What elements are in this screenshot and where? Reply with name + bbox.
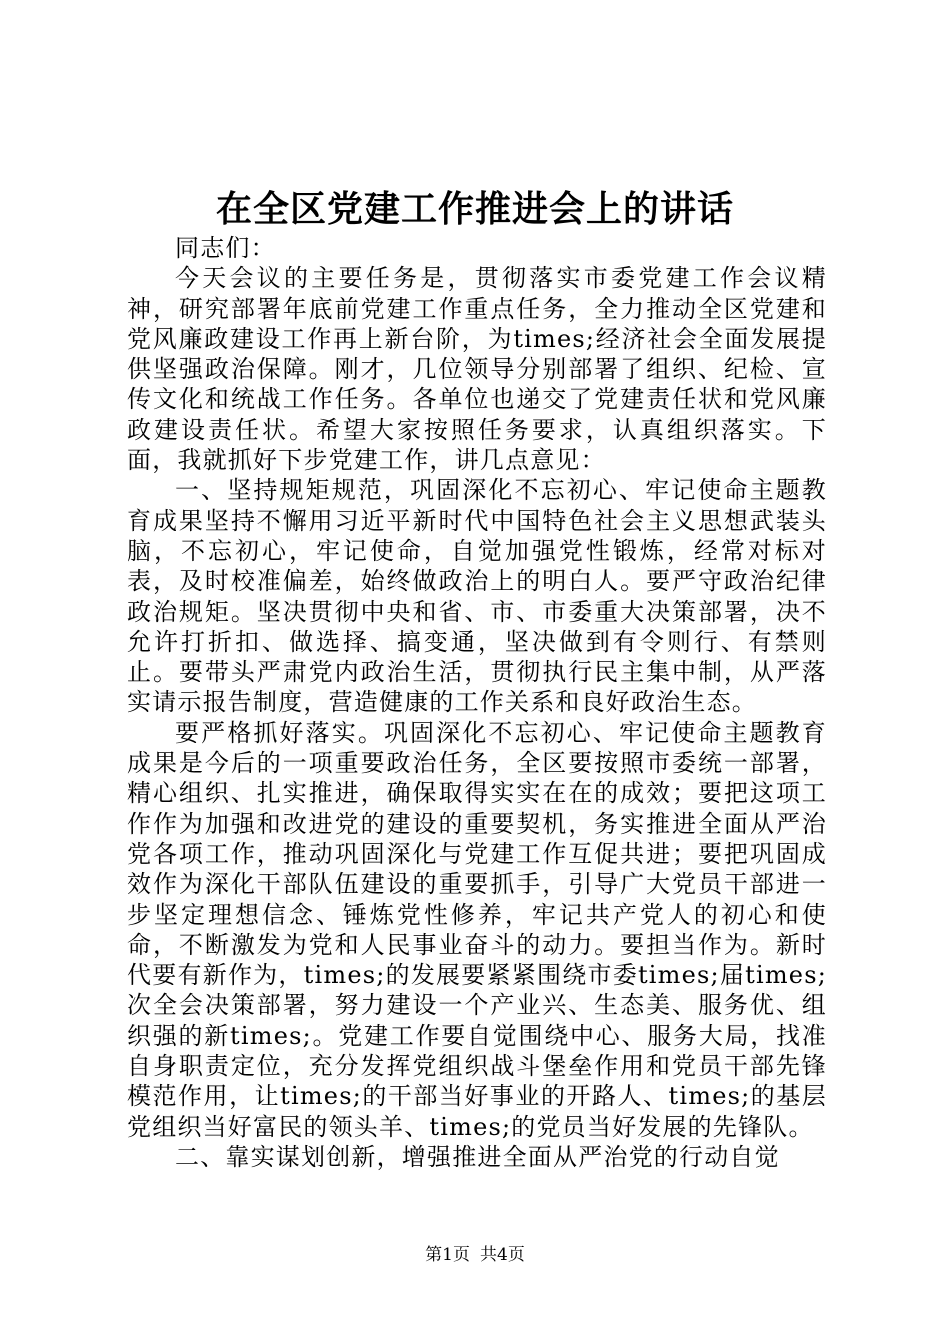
body-paragraph: 一、坚持规矩规范，巩固深化不忘初心、牢记使命主题教育成果坚持不懈用习近平新时代中国特色社会主义思想武装头脑，不忘初心，牢记使命，自觉加强党性锻炼，经常对标对表，及时校准偏差，始终做政治上的明白人。要严守政治纪律政治规矩。坚决贯彻中央和省、市、市委重大决策部署，决不允许打折扣、做选择、搞变通，坚决做到有令则行、有禁则止。要带头严肃党内政治生活，贯彻执行民主集中制，从严落实请示报告制度，营造健康的工作关系和良好政治生态。 — [127, 476, 827, 717]
section-heading-paragraph: 二、靠实谋划创新，增强推进全面从严治党的行动自觉 — [175, 1142, 780, 1171]
document-body — [127, 233, 827, 1172]
body-paragraph: 要严格抓好落实。巩固深化不忘初心、牢记使命主题教育成果是今后的一项重要政治任务，全区要按照市委统一部署，精心组织、扎实推进，确保取得实实在在的成效；要把这项工作作为加强和改进党的建设的重要契机，务实推进全面从严治党各项工作，推动巩固深化与党建工作互促共进；要把巩固成效作为深化干部队伍建设的重要抓手，引导广大党员干部进一步坚定理想信念、锤炼党性修养，牢记共产党人的初心和使命，不断激发为党和人民事业奋斗的动力。要担当作为。新时代要有新作为，times;的发展要紧紧围绕市委times;届times;次全会决策部署，努力建设一个产业兴、生态美、服务优、组织强的新times;。党建工作要自觉围绕中心、服务大局，找准自身职责定位，充分发挥党组织战斗堡垒作用和党员干部先锋模范作用，让times;的干部当好事业的开路人、times;的基层党组织当好富民的领头羊、times;的党员当好发展的先锋队。 — [127, 718, 827, 1141]
page-total: 共4页 — [480, 1245, 525, 1265]
salutation-paragraph: 同志们： — [175, 234, 276, 262]
document-title: 在全区党建工作推进会上的讲话 — [215, 188, 734, 230]
body-paragraph: 今天会议的主要任务是，贯彻落实市委党建工作会议精神，研究部署年底前党建工作重点任务，全力推动全区党建和党风廉政建设工作再上新台阶，为times;经济社会全面发展提供坚强政治保障。刚才，几位领导分别部署了组织、纪检、宣传文化和统战工作任务。各单位也递交了党建责任状和党风廉政建设责任状。希望大家按照任务要求，认真组织落实。下面，我就抓好下步党建工作，讲几点意见： — [127, 264, 827, 475]
page-number: 第1页 — [425, 1245, 470, 1265]
page-footer — [0, 1244, 950, 1266]
